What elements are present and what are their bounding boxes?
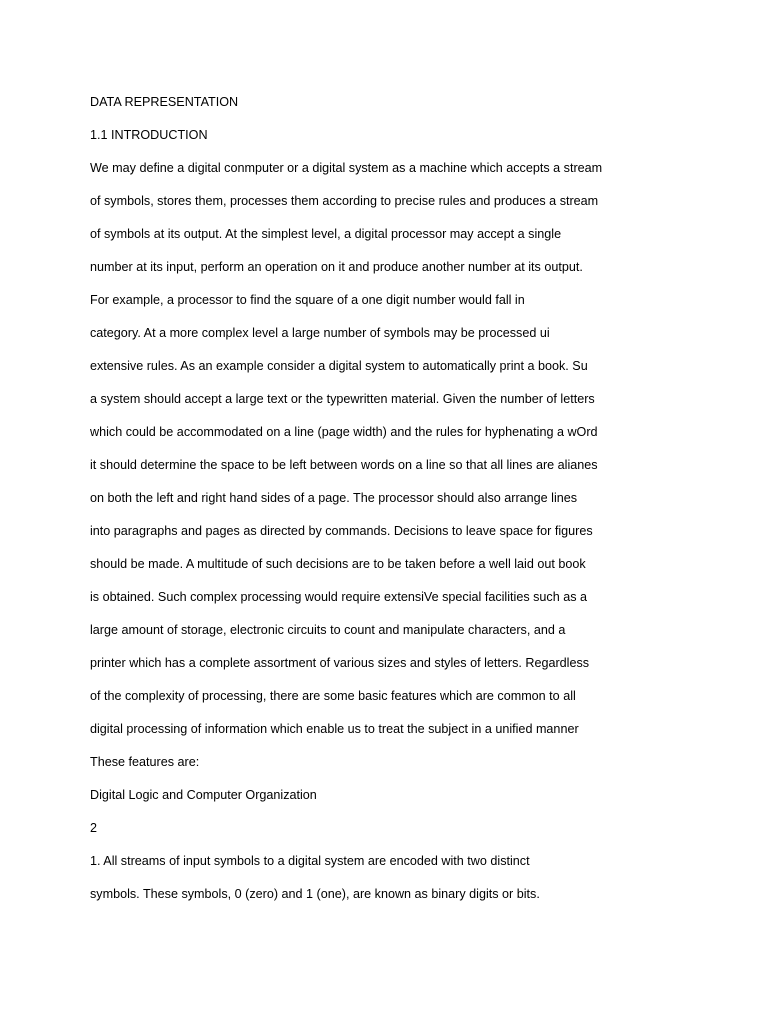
body-line: is obtained. Such complex processing would require extensiVe special facilities such as a xyxy=(90,590,588,604)
body-line: which could be accommodated on a line (page width) and the rules for hyphenating a wOrd xyxy=(90,425,598,439)
body-line: a system should accept a large text or the typewritten material. Given the number of letters xyxy=(90,392,595,406)
body-line: extensive rules. As an example consider a digital system to automatically print a book. Su xyxy=(90,359,588,373)
body-line: should be made. A multitude of such decisions are to be taken before a well laid out book xyxy=(90,557,586,571)
running-title: Digital Logic and Computer Organization xyxy=(90,788,317,802)
body-line: These features are: xyxy=(90,755,200,769)
body-line: digital processing of information which enable us to treat the subject in a unified manner xyxy=(90,722,579,736)
body-line: into paragraphs and pages as directed by commands. Decisions to leave space for figures xyxy=(90,524,593,538)
body-line: of symbols, stores them, processes them according to precise rules and produces a stream xyxy=(90,194,599,208)
body-line: of symbols at its output. At the simplest level, a digital processor may accept a single xyxy=(90,227,562,241)
list-line: symbols. These symbols, 0 (zero) and 1 (one), are known as binary digits or bits. xyxy=(90,887,540,901)
document-text xyxy=(90,86,730,911)
body-line: number at its input, perform an operation on it and produce another number at its output. xyxy=(90,260,583,274)
body-line: large amount of storage, electronic circuits to count and manipulate characters, and a xyxy=(90,623,566,637)
document-heading: DATA REPRESENTATION xyxy=(90,95,239,109)
body-line: We may define a digital conmputer or a digital system as a machine which accepts a stream xyxy=(90,161,603,175)
page-number: 2 xyxy=(90,821,98,835)
list-line: 1. All streams of input symbols to a digital system are encoded with two distinct xyxy=(90,854,530,868)
body-line: of the complexity of processing, there are some basic features which are common to all xyxy=(90,689,576,703)
body-line: category. At a more complex level a large number of symbols may be processed ui xyxy=(90,326,550,340)
body-line: on both the left and right hand sides of a page. The processor should also arrange lines xyxy=(90,491,578,505)
section-heading: 1.1 INTRODUCTION xyxy=(90,128,208,142)
body-line: For example, a processor to find the square of a one digit number would fall in xyxy=(90,293,525,307)
body-line: printer which has a complete assortment of various sizes and styles of letters. Regardless xyxy=(90,656,590,670)
body-line: it should determine the space to be left between words on a line so that all lines are alianes xyxy=(90,458,598,472)
